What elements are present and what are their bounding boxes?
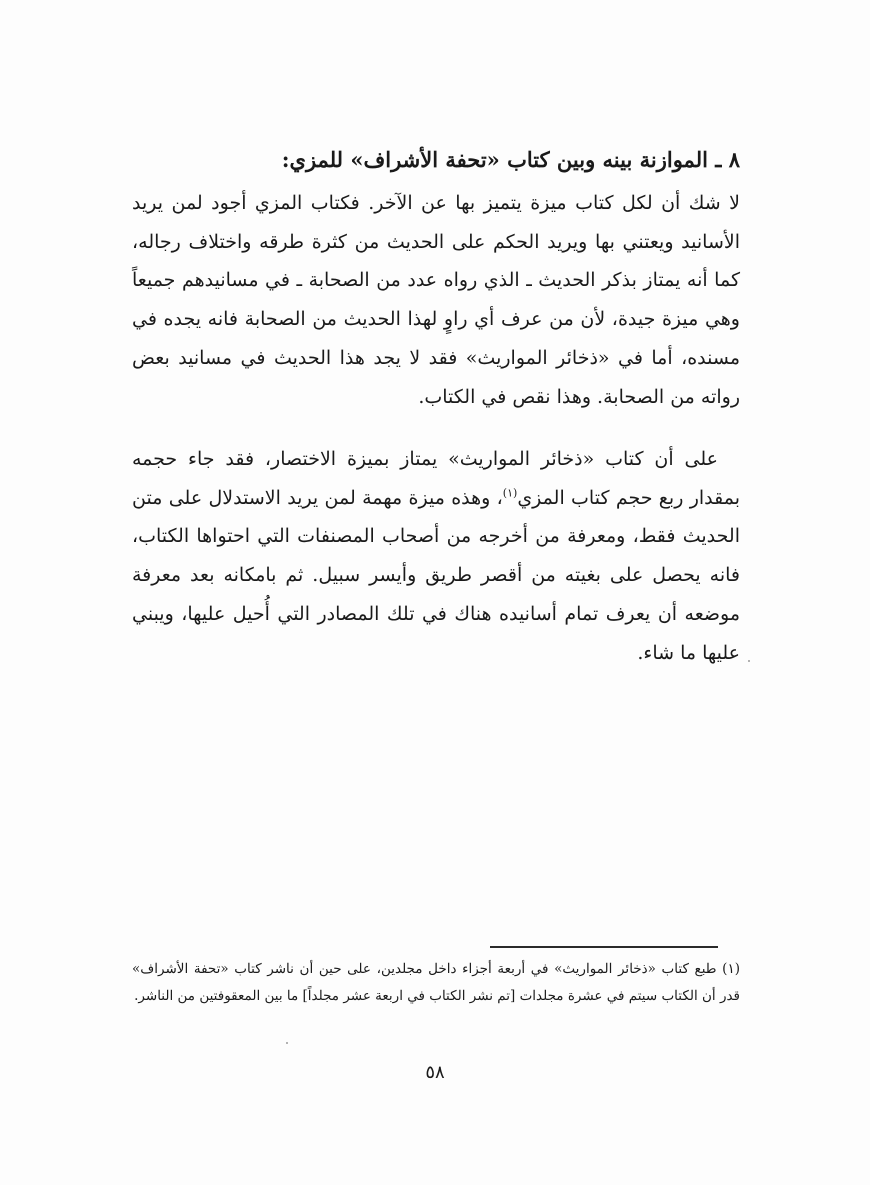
paragraph-2-part-2: ، وهذه ميزة مهمة لمن يريد الاستدلال على متن الحديث فقط، ومعرفة من أخرجه من أصحاب المصنفات التي احتواها الكتاب، فانه يحصل على بغيته من أقصر طريق وأيسر سبيل. ثم بامكانه بعد معرفة موضعه أن يعرف تمام أسانيده هناك في تلك المصادر التي أُحيل عليها، ويبني عليها ما شاء. <box>132 486 740 664</box>
scan-speck <box>286 1042 288 1044</box>
paragraph-2-part-1: على أن كتاب «ذخائر المواريث» يمتاز بميزة الاختصار، فقد جاء حجمه بمقدار ربع حجم كتاب المزي <box>132 448 741 509</box>
footnote-text: (١) طبع كتاب «ذخائر المواريث» في أربعة أجزاء داخل مجلدين، على حين أن ناشر كتاب «تحفة الأشراف» قدر أن الكتاب سيتم في عشرة مجلدات [تم نشر الكتاب في اربعة عشر مجلداً] ما بين المعقوفتين من الناشر. <box>132 961 740 1004</box>
page-number: ٥٨ <box>425 1062 445 1083</box>
section-heading: ٨ ـ الموازنة بينه وبين كتاب «تحفة الأشراف» للمزي: <box>281 147 740 172</box>
footnote-separator <box>490 946 718 948</box>
scan-speck <box>748 660 750 662</box>
paragraph-2 <box>132 440 740 672</box>
footnote-reference[interactable]: (١) <box>502 486 518 500</box>
paragraph-1: لا شك أن لكل كتاب ميزة يتميز بها عن الآخر. فكتاب المزي أجود لمن يريد الأسانيد ويعتني بها ويريد الحكم على الحديث من كثرة طرقه واختلاف رجاله، كما أنه يمتاز بذكر الحديث ـ الذي رواه عدد من الصحابة ـ في مسانيدهم جميعاً وهي ميزة جيدة، لأن من عرف أي راوٍ لهذا الحديث من الصحابة فانه يجده في مسنده، أما في «ذخائر المواريث» فقد لا يجد هذا الحديث في مسانيد بعض رواته من الصحابة. وهذا نقص في الكتاب. <box>132 192 740 408</box>
